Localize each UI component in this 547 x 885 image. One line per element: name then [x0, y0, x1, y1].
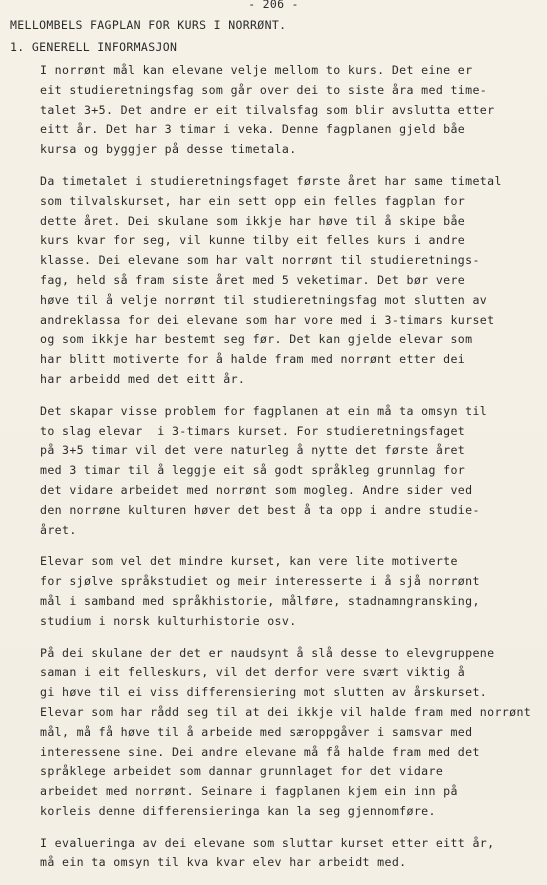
paragraph-3 [40, 402, 540, 541]
text-line: Elevar som har rådd seg til at dei ikkje vil halde fram med norrønt [40, 704, 532, 719]
text-line: Det skapar visse problem for fagplanen at ein må ta omsyn til [40, 403, 488, 418]
text-line: den norrøne kulturen høver det best å ta opp i andre studie- [40, 502, 480, 517]
text-line: året. [40, 522, 77, 537]
text-line: I norrønt mål kan elevane velje mellom to kurs. Det eine er [40, 63, 473, 77]
text-line: studium i norsk kulturhistorie osv. [40, 613, 297, 628]
paragraph-2 [40, 172, 540, 390]
text-line: på 3+5 timar vil det vere naturleg å nytte det første året [40, 443, 466, 458]
text-line: mål, må få høve til å arbeide med særoppgåver i samsvar med [40, 724, 473, 739]
text-line: det vidare arbeidet med norrønt som mogleg. Andre sider ved [40, 482, 473, 497]
text-line: klasse. Dei elevane som har valt norrønt til studieretnings- [40, 253, 480, 268]
document-title: MELLOMBELS FAGPLAN FOR KURS I NORRØNT. [10, 18, 287, 32]
text-line: gi høve til ei viss differensiering mot slutten av årskurset. [40, 685, 488, 700]
text-line: har blitt motiverte for å halde fram med norrønt etter dei [40, 352, 466, 367]
text-line: for sjølve språkstudiet og meir interesserte i å sjå norrønt [40, 574, 480, 589]
section-heading: 1. GENERELL INFORMASJON [10, 40, 178, 54]
text-line: Elevar som vel det mindre kurset, kan vere lite motiverte [40, 554, 458, 569]
text-line: mål i samband med språkhistorie, målføre, stadnamngransking, [40, 593, 480, 608]
text-line: eit studieretningsfag som går over dei to siste åra med time- [40, 82, 488, 97]
text-line: språklege arbeidet som dannar grunnlaget for det vidare [40, 764, 444, 779]
text-line: Da timetalet i studieretningsfaget første året har same timetal [40, 173, 502, 188]
paragraph-4 [40, 552, 540, 631]
page-number: - 206 - [248, 0, 299, 11]
text-line: to slag elevar i 3-timars kurset. For studieretningsfaget [40, 423, 466, 438]
text-line: På dei skulane der det er naudsynt å slå desse to elevgruppene [40, 645, 495, 660]
text-line: må ein ta omsyn til kva kvar elev har arbeidt med. [40, 855, 407, 870]
text-line: eitt år. Det har 3 timar i veka. Denne fagplanen gjeld båe [40, 122, 466, 137]
paragraph-1 [40, 61, 540, 160]
text-line: arbeidet med norrønt. Seinare i fagplanen kjem ein inn på [40, 784, 458, 799]
text-line: høve til å velje norrønt til studieretningsfag mot slutten av [40, 292, 488, 307]
text-line: saman i eit felleskurs, vil det derfor vere svært viktig å [40, 665, 466, 680]
paragraph-6 [40, 834, 540, 874]
text-line: med 3 timar til å leggje eit så godt språkleg grunnlag for [40, 463, 466, 478]
body-text [40, 61, 540, 885]
text-line: fag, held så fram siste året med 5 veketimar. Det bør vere [40, 272, 466, 287]
text-line: og som ikkje har bestemt seg før. Det kan gjelde elevar som [40, 332, 473, 347]
text-line: interessene sine. Dei andre elevane må få halde fram med det [40, 744, 480, 759]
paragraph-5 [40, 644, 540, 822]
text-line: andreklassa for dei elevane som har vore med i 3-timars kurset [40, 312, 495, 327]
text-line: korleis denne differensieringa kan la seg gjennomføre. [40, 803, 436, 818]
text-line: har arbeidd med det eitt år. [40, 371, 246, 386]
text-line: I evalueringa av dei elevane som sluttar kurset etter eitt år, [40, 835, 495, 850]
text-line: kursa og byggjer på desse timetala. [40, 142, 297, 157]
text-line: dette året. Dei skulane som ikkje har høve til å skipe båe [40, 213, 466, 228]
text-line: talet 3+5. Det andre er eit tilvalsfag som blir avslutta etter [40, 102, 495, 117]
text-line: som tilvalskurset, har ein sett opp ein felles fagplan for [40, 193, 466, 208]
text-line: kurs kvar for seg, vil kunne tilby eit felles kurs i andre [40, 233, 466, 248]
